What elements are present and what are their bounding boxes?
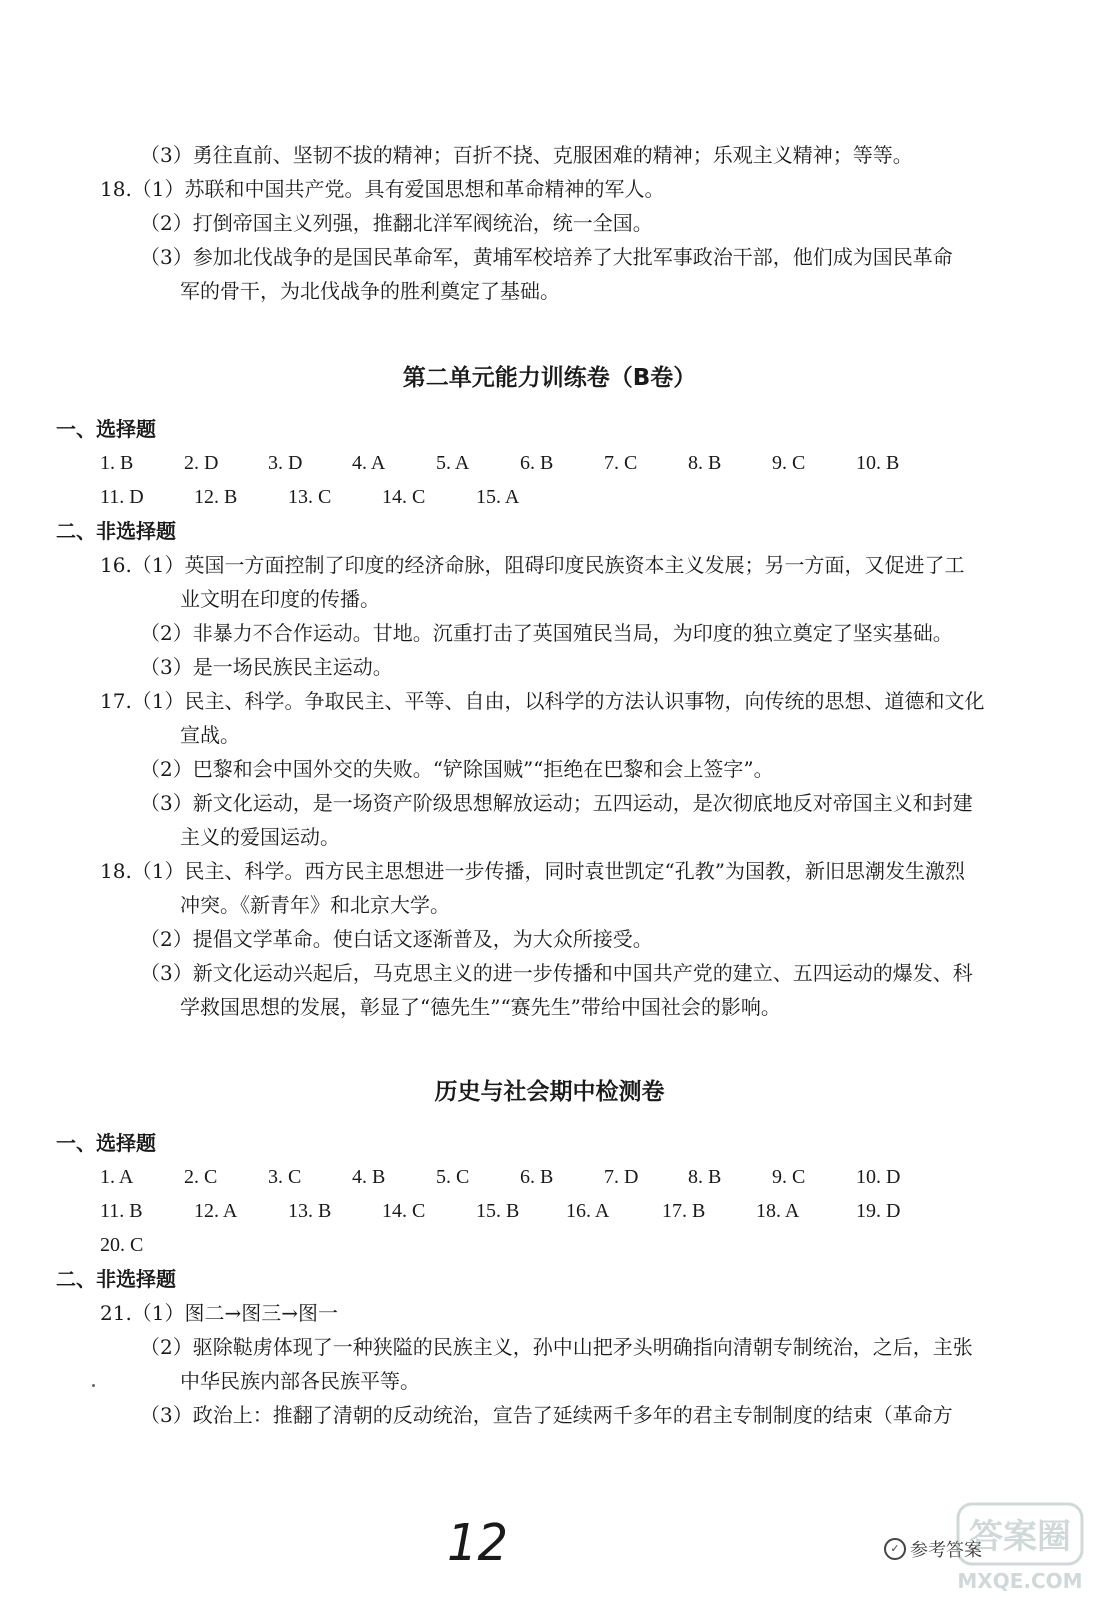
- answer-line: （3）参加北伐战争的是国民革命军，黄埔军校培养了大批军事政治干部，他们成为国民革命: [140, 245, 953, 269]
- answer-line: 冲突。《新青年》和北京大学。: [180, 893, 450, 917]
- choice-answer: 9. C: [772, 452, 806, 474]
- choice-answer: 20. C: [100, 1234, 144, 1256]
- answer-line: （3）政治上：推翻了清朝的反动统治，宣告了延续两千多年的君主专制制度的结束（革命方: [140, 1403, 953, 1427]
- choice-answer: 12. A: [194, 1200, 238, 1222]
- answer-line: 中华民族内部各民族平等。: [180, 1369, 420, 1393]
- answer-line: （3）勇往直前、坚韧不拔的精神；百折不挠、克服困难的精神；乐观主义精神；等等。: [140, 143, 913, 167]
- section-heading-choice: 一、选择题: [56, 1131, 156, 1155]
- choice-answer: 7. D: [604, 1166, 639, 1188]
- answer-line: 16.（1）英国一方面控制了印度的经济命脉，阻碍印度民族资本主义发展；另一方面，又促进了工: [100, 553, 965, 577]
- section-heading-choice: 一、选择题: [56, 417, 156, 441]
- choice-answer: 7. C: [604, 452, 638, 474]
- scan-speck: [92, 1384, 95, 1387]
- section-title-midterm: 历史与社会期中检测卷: [434, 1079, 665, 1105]
- choice-answer: 5. C: [436, 1166, 470, 1188]
- section-heading-nonchoice: 二、非选择题: [56, 519, 176, 543]
- footer-label: 参考答案: [910, 1540, 982, 1561]
- choice-answer: 10. D: [856, 1166, 901, 1188]
- choice-answer: 2. D: [184, 452, 219, 474]
- choice-answer: 3. D: [268, 452, 303, 474]
- choice-answer: 2. C: [184, 1166, 218, 1188]
- section-title-unit2: 第二单元能力训练卷（B卷）: [402, 365, 697, 391]
- answer-line: 宣战。: [180, 723, 240, 747]
- choice-answer: 18. A: [756, 1200, 800, 1222]
- answer-line: 学救国思想的发展，彰显了“德先生”“赛先生”带给中国社会的影响。: [180, 995, 781, 1019]
- choice-answer: 11. B: [100, 1200, 143, 1222]
- choice-answer: 9. C: [772, 1166, 806, 1188]
- answer-line: 业文明在印度的传播。: [180, 587, 380, 611]
- watermark-text-main: 答案圈: [969, 1517, 1071, 1557]
- choice-answer: 1. B: [100, 452, 134, 474]
- choice-answer: 14. C: [382, 486, 426, 508]
- choice-answer: 8. B: [688, 452, 722, 474]
- answer-line: （3）新文化运动兴起后，马克思主义的进一步传播和中国共产党的建立、五四运动的爆发、科: [140, 961, 973, 985]
- answer-line: 21.（1）图二→图三→图一: [100, 1301, 339, 1325]
- choice-answer: 14. C: [382, 1200, 426, 1222]
- choice-answer: 15. B: [476, 1200, 520, 1222]
- choice-answer: 16. A: [566, 1200, 610, 1222]
- answer-line: 18.（1）民主、科学。西方民主思想进一步传播，同时袁世凯定“孔教”为国教，新旧思潮发生激烈: [100, 859, 965, 883]
- answer-key-icon: ✓: [884, 1538, 906, 1560]
- section-heading-nonchoice: 二、非选择题: [56, 1267, 176, 1291]
- answer-line: （2）非暴力不合作运动。甘地。沉重打击了英国殖民当局，为印度的独立奠定了坚实基础。: [140, 621, 953, 645]
- choice-answer: 6. B: [520, 452, 554, 474]
- choice-answer: 4. B: [352, 1166, 386, 1188]
- choice-answer: 8. B: [688, 1166, 722, 1188]
- choice-answer: 12. B: [194, 486, 238, 508]
- choice-answer: 5. A: [436, 452, 470, 474]
- choice-answer: 6. B: [520, 1166, 554, 1188]
- answer-line: 17.（1）民主、科学。争取民主、平等、自由，以科学的方法认识事物，向传统的思想、道德和文化: [100, 689, 985, 713]
- choice-answer: 11. D: [100, 486, 144, 508]
- answer-line: （2）巴黎和会中国外交的失败。“铲除国贼”“拒绝在巴黎和会上签字”。: [140, 757, 774, 781]
- answer-line: （3）新文化运动，是一场资产阶级思想解放运动；五四运动，是次彻底地反对帝国主义和封建: [140, 791, 973, 815]
- choice-answer: 17. B: [662, 1200, 706, 1222]
- choice-answer: 1. A: [100, 1166, 134, 1188]
- watermark-logo: [950, 1500, 1090, 1595]
- choice-answer: 13. C: [288, 486, 332, 508]
- choice-answer: 10. B: [856, 452, 900, 474]
- answer-line: （2）提倡文学革命。使白话文逐渐普及，为大众所接受。: [140, 927, 653, 951]
- choice-answer: 13. B: [288, 1200, 332, 1222]
- choice-answer: 3. C: [268, 1166, 302, 1188]
- choice-answer: 19. D: [856, 1200, 901, 1222]
- page-number: 12: [447, 1513, 509, 1573]
- answer-line: （2）驱除鞑虏体现了一种狭隘的民族主义，孙中山把矛头明确指向清朝专制统治，之后，主张: [140, 1335, 973, 1359]
- answer-line: （3）是一场民族民主运动。: [140, 655, 393, 679]
- answer-line: 主义的爱国运动。: [180, 825, 340, 849]
- choice-answer: 4. A: [352, 452, 386, 474]
- answer-line: （2）打倒帝国主义列强，推翻北洋军阀统治，统一全国。: [140, 211, 653, 235]
- watermark-text-url: MXQE.COM: [957, 1569, 1083, 1593]
- answer-line: 18.（1）苏联和中国共产党。具有爱国思想和革命精神的军人。: [100, 177, 665, 201]
- answer-line: 军的骨干，为北伐战争的胜利奠定了基础。: [180, 279, 560, 303]
- choice-answer: 15. A: [476, 486, 520, 508]
